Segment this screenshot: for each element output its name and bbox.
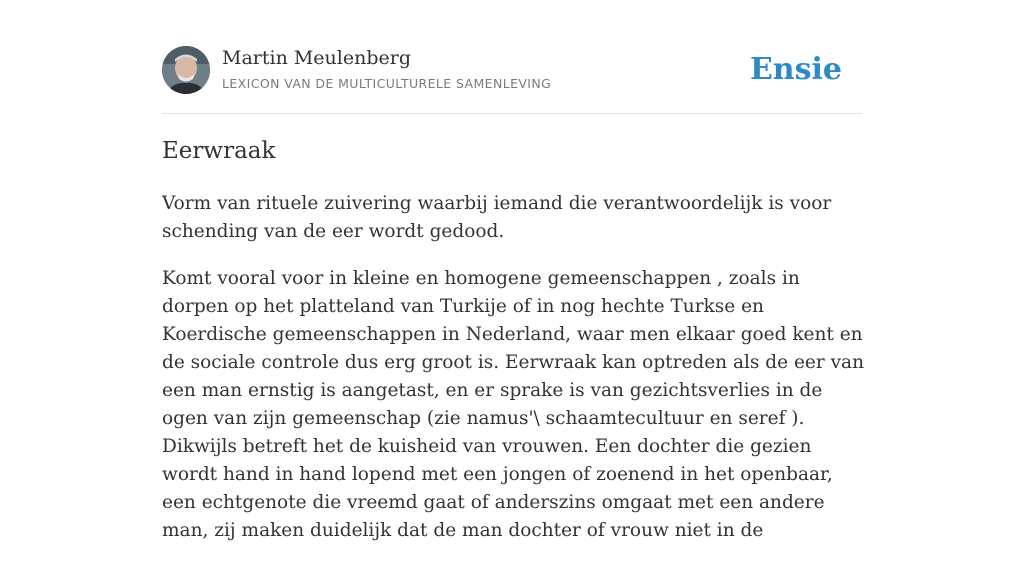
- entry-paragraph: Komt vooral voor in kleine en homogene gemeenschappen , zoals in dorpen op het platteland van Turkije of in nog hechte Turkse en Koerdische gemeenschappen in Nederland, waar men elkaar goed kent en de sociale controle dus erg groot is. Eerwraak kan optreden als de eer van een man ernstig is aangetast, en er sprake is van gezichtsverlies in de ogen van zijn gemeenschap (zie namus'\ schaamtecultuur en seref ). Dikwijls betreft het de kuisheid van vrouwen. Een dochter die gezien wordt hand in hand lopend met een jongen of zoenend in het openbaar, een echtgenote die vreemd gaat of anderszins omgaat met een andere man, zij maken duidelijk dat de man dochter of vrouw niet in de: [162, 268, 864, 541]
- ensie-logo[interactable]: Ensie: [749, 52, 842, 87]
- entry-paragraph: Vorm van rituele zuivering waarbij iemand die verantwoordelijk is voor schending van de eer wordt gedood.: [162, 193, 832, 242]
- entry-body: [162, 190, 866, 564]
- lexicon-subtitle[interactable]: LEXICON VAN DE MULTICULTURELE SAMENLEVING: [222, 76, 552, 91]
- entry-title: Eerwraak: [162, 138, 276, 164]
- author-name[interactable]: Martin Meulenberg: [222, 47, 411, 69]
- author-header: [162, 46, 862, 96]
- avatar[interactable]: [162, 46, 210, 94]
- header-divider: [162, 113, 862, 114]
